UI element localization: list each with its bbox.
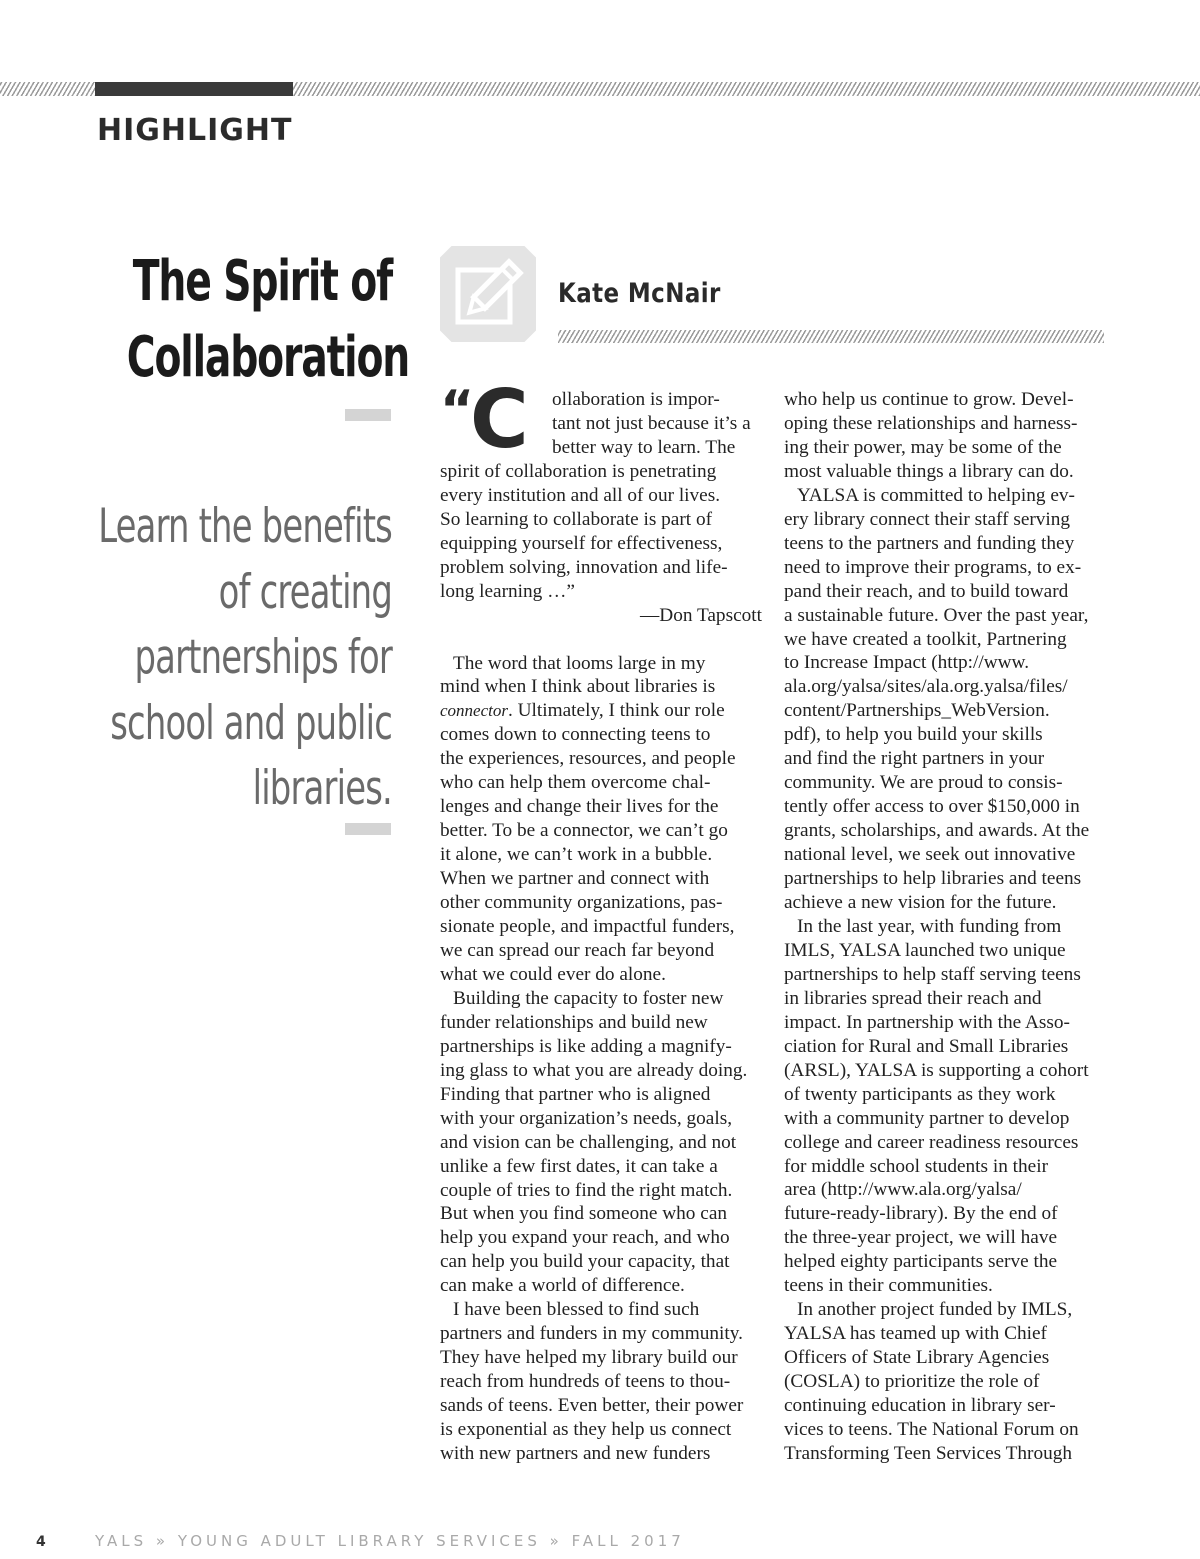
quote-line: So learning to collaborate is part of: [440, 508, 712, 530]
body-line: oping these relationships and harness-: [784, 412, 1078, 434]
body-line: ery library connect their staff serving: [784, 508, 1071, 530]
body-line: achieve a new vision for the future.: [784, 892, 1057, 914]
body-line: partnerships to help libraries and teens: [784, 868, 1082, 890]
body-line: help you expand your reach, and who: [440, 1227, 730, 1249]
deck-line: school and public: [110, 695, 393, 751]
body-line: with your organization’s needs, goals,: [440, 1107, 733, 1129]
body-line: with new partners and new funders: [440, 1442, 711, 1464]
body-line: college and career readiness resources: [784, 1131, 1079, 1153]
body-line: and vision can be challenging, and not: [440, 1131, 737, 1153]
drop-cap-letter: C: [470, 373, 529, 466]
body-line: for middle school students in their: [784, 1155, 1049, 1177]
body-line: teens in their communities.: [784, 1275, 993, 1297]
body-line: reach from hundreds of teens to thou-: [440, 1371, 731, 1393]
quote-line: equipping yourself for effectiveness,: [440, 532, 723, 554]
body-line: who can help them overcome chal-: [440, 772, 711, 794]
quote-line: every institution and all of our lives.: [440, 484, 721, 506]
open-quote-mark: “: [440, 380, 475, 440]
text-column-2: [784, 388, 1106, 1466]
author-name: Kate McNair: [558, 278, 721, 309]
body-line: area (http://www.ala.org/yalsa/: [784, 1179, 1022, 1201]
body-line: The word that looms large in my: [453, 652, 706, 674]
title-line: Collaboration: [126, 325, 410, 390]
body-line: sands of teens. Even better, their power: [440, 1395, 744, 1417]
body-line: the experiences, resources, and people: [440, 748, 736, 770]
body-line: In the last year, with funding from: [797, 915, 1062, 937]
paragraph: [784, 915, 1106, 1298]
body-line: better. To be a connector, we can’t go: [440, 820, 728, 842]
body-line: They have helped my library build our: [440, 1347, 738, 1369]
paragraph: [440, 1298, 762, 1466]
body-line: I have been blessed to find such: [453, 1299, 700, 1321]
body-line: funder relationships and build new: [440, 1011, 708, 1033]
body-line: IMLS, YALSA launched two unique: [784, 939, 1066, 961]
body-line: can help you build your capacity, that: [440, 1251, 730, 1273]
body-line: sionate people, and impactful funders,: [440, 916, 735, 938]
body-line: When we partner and connect with: [440, 868, 710, 890]
section-accent-bar: [95, 82, 293, 96]
body-line: unlike a few first dates, it can take a: [440, 1155, 718, 1177]
running-footer: YALS » YOUNG ADULT LIBRARY SERVICES » FALL 2017: [95, 1532, 685, 1550]
body-line: partnerships is like adding a magnify-: [440, 1035, 732, 1057]
quote-attribution: —Don Tapscott: [639, 604, 762, 626]
body-line: impact. In partnership with the Asso-: [784, 1011, 1070, 1033]
body-line: content/Partnerships_WebVersion.: [784, 700, 1050, 722]
page-footer: [0, 1532, 1200, 1558]
section-label: HIGHLIGHT: [97, 113, 293, 148]
body-line: Transforming Teen Services Through: [784, 1442, 1073, 1464]
deck-line: Learn the benefits: [98, 499, 392, 554]
body-line: pand their reach, and to build toward: [784, 580, 1069, 602]
body-line: YALSA has teamed up with Chief: [784, 1323, 1047, 1345]
title-line: The Spirit of: [132, 249, 392, 314]
quote-line: tant not just because it’s a: [552, 412, 751, 434]
body-line: (ARSL), YALSA is supporting a cohort: [784, 1059, 1089, 1081]
body-line: what we could ever do alone.: [440, 963, 666, 985]
body-line: partnerships to help staff serving teens: [784, 963, 1081, 985]
body-line: tently offer access to over $150,000 in: [784, 796, 1080, 818]
paragraph: [784, 1298, 1106, 1466]
quote-line: spirit of collaboration is penetrating: [440, 460, 717, 482]
body-line: teens to the partners and funding they: [784, 532, 1075, 554]
body-line: a sustainable future. Over the past year,: [784, 604, 1089, 626]
body-line: pdf), to help you build your skills: [784, 724, 1043, 746]
body-line: continuing education in library ser-: [784, 1395, 1056, 1417]
body-line: the three-year project, we will have: [784, 1227, 1058, 1249]
body-line: other community organizations, pas-: [440, 892, 723, 914]
divider: [345, 823, 391, 835]
body-line: (COSLA) to prioritize the role of: [784, 1371, 1040, 1393]
body-line: ala.org/yalsa/sites/ala.org.yalsa/files/: [784, 676, 1068, 698]
body-line: of twenty participants as they work: [784, 1083, 1056, 1105]
emphasis: connector: [440, 701, 508, 721]
body-line: In another project funded by IMLS,: [797, 1299, 1073, 1321]
body-line: ciation for Rural and Small Libraries: [784, 1035, 1069, 1057]
body-line: we can spread our reach far beyond: [440, 939, 715, 961]
body-line: we have created a toolkit, Partnering: [784, 628, 1067, 650]
divider: [345, 409, 391, 421]
body-line: partners and funders in my community.: [440, 1323, 743, 1345]
page-number: 4: [36, 1534, 46, 1550]
body-line: and find the right partners in your: [784, 748, 1045, 770]
body-line: ing glass to what you are already doing.: [440, 1059, 748, 1081]
body-line: community. We are proud to consis-: [784, 772, 1063, 794]
edit-pencil-icon: [440, 246, 536, 342]
deck-line: of creating: [218, 564, 392, 620]
paragraph: [440, 652, 762, 987]
body-line: Building the capacity to foster new: [453, 987, 724, 1009]
body-line: Officers of State Library Agencies: [784, 1347, 1050, 1369]
body-line: national level, we seek out innovative: [784, 844, 1076, 866]
quote-line: ollaboration is impor-: [552, 389, 720, 410]
body-line: lenges and change their lives for the: [440, 796, 719, 818]
article-deck: [88, 494, 392, 822]
quote-line: better way to learn. The: [552, 436, 736, 458]
deck-line: partnerships for: [134, 630, 392, 685]
body-line: Finding that partner who is aligned: [440, 1083, 711, 1105]
body-line: to Increase Impact (http://www.: [784, 652, 1030, 674]
body-line: But when you find someone who can: [440, 1203, 728, 1225]
body-line: it alone, we can’t work in a bubble.: [440, 844, 713, 866]
body-line: need to improve their programs, to ex-: [784, 556, 1082, 578]
body-line: YALSA is committed to helping ev-: [797, 484, 1075, 506]
article-title: [126, 244, 410, 396]
body-line: is exponential as they help us connect: [440, 1419, 732, 1441]
body-line: grants, scholarships, and awards. At the: [784, 820, 1090, 842]
body-line: mind when I think about libraries is: [440, 676, 716, 698]
body-line: in libraries spread their reach and: [784, 987, 1042, 1009]
body-line: comes down to connecting teens to: [440, 724, 711, 746]
body-line: future-ready-library). By the end of: [784, 1203, 1058, 1225]
body-line: can make a world of difference.: [440, 1275, 685, 1297]
body-line: who help us continue to grow. Devel-: [784, 389, 1074, 410]
body-line: with a community partner to develop: [784, 1107, 1070, 1129]
paragraph: [440, 987, 762, 1298]
body-line: connector. Ultimately, I think our role: [440, 700, 725, 722]
paragraph: [784, 484, 1106, 915]
deck-line: libraries.: [252, 761, 392, 816]
epigraph-quote: [440, 380, 762, 628]
body-line: vices to teens. The National Forum on: [784, 1418, 1079, 1440]
quote-line: long learning …”: [440, 580, 575, 602]
author-hatch-rule: [558, 330, 1104, 343]
text-column-1: [440, 380, 762, 1466]
body-line: helped eighty participants serve the: [784, 1251, 1058, 1273]
paragraph: [784, 388, 1106, 484]
quote-line: problem solving, innovation and life-: [440, 556, 728, 578]
body-line: ing their power, may be some of the: [784, 436, 1062, 458]
body-line: most valuable things a library can do.: [784, 460, 1074, 482]
body-line: couple of tries to find the right match.: [440, 1179, 733, 1201]
